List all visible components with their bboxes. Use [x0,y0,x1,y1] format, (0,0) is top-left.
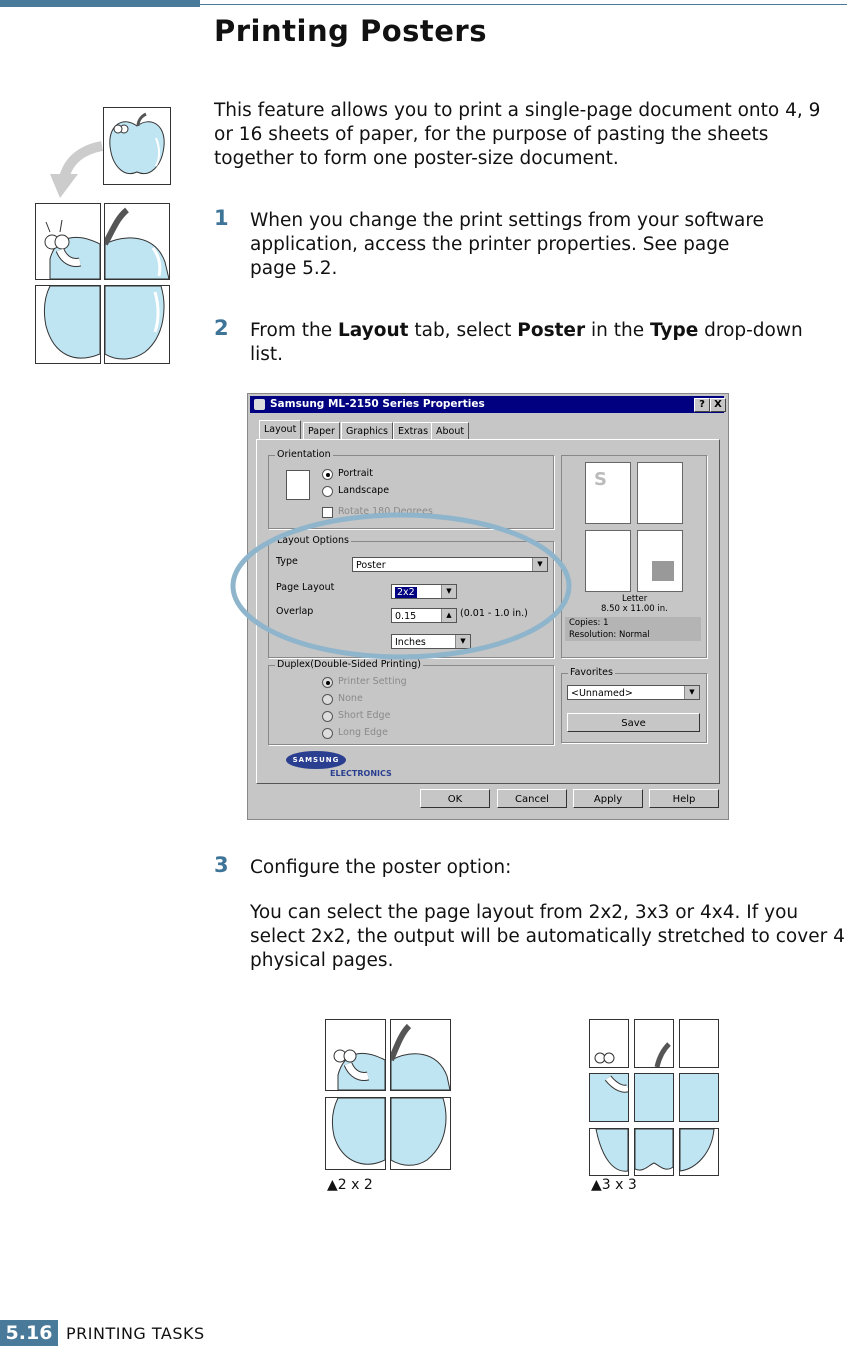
rotate-label: Rotate 180 Degrees [338,506,433,517]
down-arrow-icon [44,140,108,202]
step-text: Configure the poster option: [250,857,512,878]
page-layout-select[interactable]: 2x2 ▼ [391,584,457,599]
preview-page: S [585,462,631,524]
spin-icon: ▲ [441,609,456,622]
resolution-info: Resolution: Normal [565,629,701,641]
poster-tile [679,1073,719,1122]
duplex-option: Short Edge [338,710,391,721]
intro-paragraph: This feature allows you to print a single-page document onto 4, 9 or 16 sheets of paper, for the purpose of pasting the sheets together to form one poster-size document. [214,100,821,169]
poster-tile [679,1128,719,1176]
poster-tile [589,1128,629,1176]
chevron-down-icon: ▼ [532,558,547,571]
step-number: 3 [214,853,229,877]
help-icon[interactable]: ? [694,398,710,412]
poster-tile [589,1073,629,1122]
tab-about[interactable]: About [431,422,469,440]
poster-tile [325,1019,386,1091]
chevron-down-icon: ▼ [455,635,470,648]
unit-select[interactable]: Inches ▼ [391,634,471,649]
step-text: application, access the printer properties. See page [250,234,730,255]
duplex-option: Long Edge [338,727,388,738]
group-label: Duplex(Double-Sided Printing) [277,659,421,670]
poster-tile [634,1019,674,1068]
step-text: page 5.2. [250,258,338,279]
paper-size: 8.50 x 11.00 in. [601,604,668,614]
section-name: PRINTING TASKS [66,1324,205,1343]
header-accent-bar [0,0,200,7]
help-button[interactable]: Help [649,789,719,808]
chevron-down-icon: ▼ [684,686,699,699]
cancel-button[interactable]: Cancel [497,789,567,808]
duplex-option: None [338,693,363,704]
group-label: Layout Options [277,535,349,546]
landscape-radio[interactable] [322,486,333,497]
step-paragraph: You can select the page layout from 2x2, 3x3 or 4x4. If you select 2x2, the output will be automatically stretched to cover 4 physical pages. [250,902,845,971]
page-title: Printing Posters [214,14,487,48]
duplex-option: Printer Setting [338,676,407,687]
overlap-stepper[interactable]: 0.15 ▲ [391,608,457,623]
duplex-group [268,659,554,745]
caption-2x2: ▲2 x 2 [327,1177,373,1193]
tab-extras[interactable]: Extras [393,422,433,440]
close-icon[interactable]: X [710,398,726,412]
dialog-title: Samsung ML-2150 Series Properties [270,398,485,410]
tab-paper[interactable]: Paper [303,422,340,440]
page-number: 5.16 [0,1320,58,1346]
printer-icon [254,399,265,410]
poster-tile [104,203,170,280]
portrait-radio[interactable] [322,469,333,480]
copies-info: Copies: 1 [565,617,701,629]
type-select[interactable]: Poster ▼ [352,557,548,572]
step-number: 1 [214,206,229,230]
poster-tile [679,1019,719,1068]
poster-tile [35,285,101,364]
step-number: 2 [214,316,229,340]
group-label: Favorites [570,667,613,678]
landscape-label: Landscape [338,485,390,496]
group-label: Orientation [277,449,331,460]
tab-graphics[interactable]: Graphics [341,422,393,440]
poster-tile [325,1097,386,1170]
overlap-label: Overlap [276,606,314,617]
poster-tile [634,1128,674,1176]
preview-page [637,530,683,592]
duplex-radio[interactable] [322,711,333,722]
step-text: list. [250,344,284,365]
type-label: Type [276,556,298,567]
tab-layout[interactable]: Layout [259,420,301,440]
single-page-thumb [103,107,171,185]
poster-tile [634,1073,674,1122]
duplex-radio[interactable] [322,694,333,705]
save-button[interactable]: Save [567,713,700,732]
portrait-label: Portrait [338,468,373,479]
poster-tile [589,1019,629,1068]
portrait-icon [286,470,310,500]
poster-tile [390,1019,451,1091]
samsung-logo: SAMSUNG [286,751,346,769]
apply-button[interactable]: Apply [573,789,643,808]
overlap-range: (0.01 - 1.0 in.) [460,608,528,619]
logo-subtitle: ELECTRONICS [330,769,392,778]
highlight-ellipse [228,510,574,662]
duplex-radio[interactable] [322,677,333,688]
step-text: When you change the print settings from your software [250,210,764,231]
chevron-down-icon: ▼ [441,585,456,598]
page-layout-label: Page Layout [276,582,335,593]
favorites-select[interactable]: <Unnamed> ▼ [567,685,700,700]
header-rule [200,4,847,5]
step-text: From the Layout tab, select Poster in the Type drop-down [250,320,803,341]
paper-name: Letter [622,594,648,604]
preview-page [637,462,683,524]
dialog-titlebar [250,396,724,413]
caption-3x3: ▲3 x 3 [591,1177,637,1193]
duplex-radio[interactable] [322,728,333,739]
poster-tile [35,203,101,280]
preview-page [585,530,631,592]
ok-button[interactable]: OK [420,789,490,808]
poster-tile [390,1097,451,1170]
poster-tile [104,285,170,364]
